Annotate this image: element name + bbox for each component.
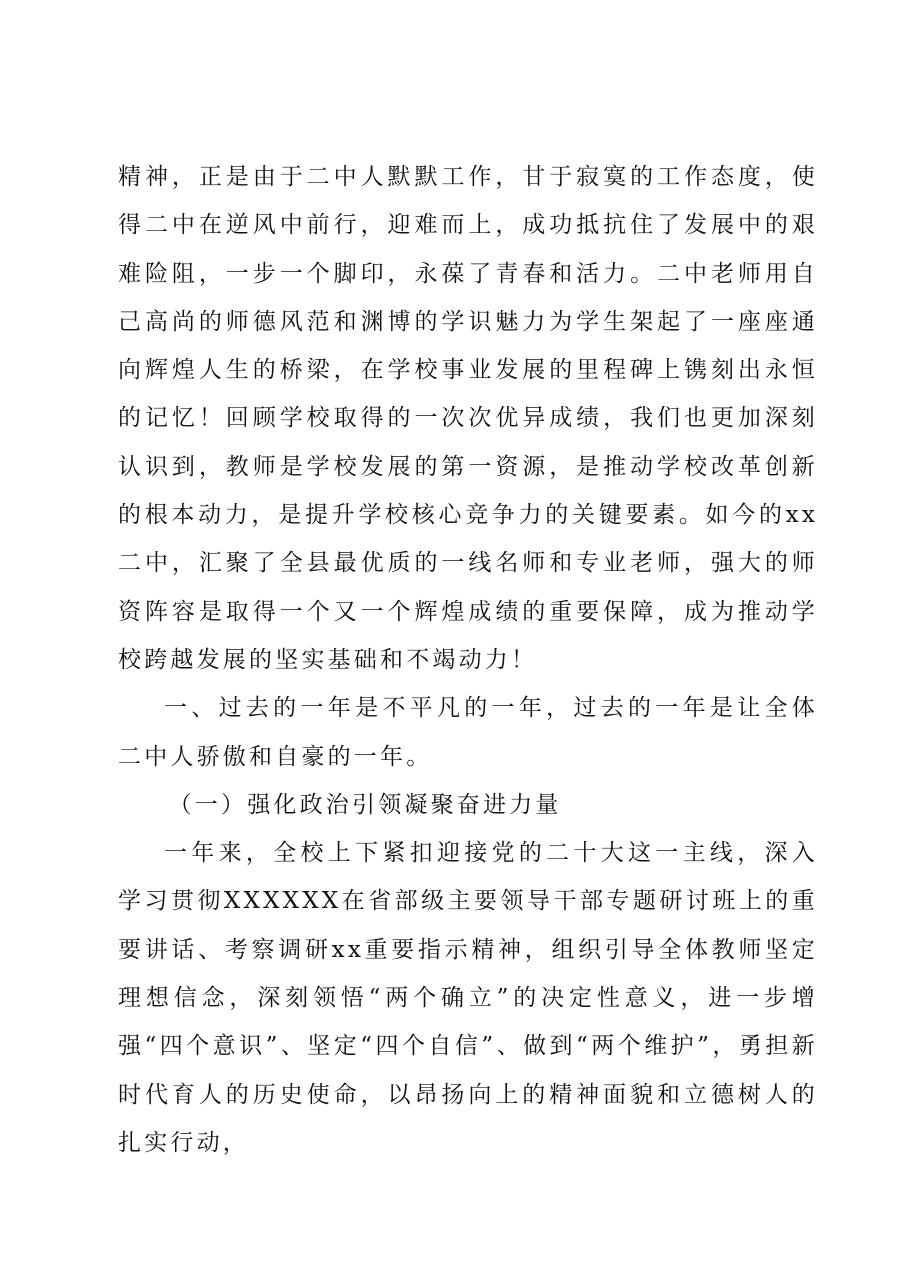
document-body <box>118 153 818 1167</box>
section-heading: 一、过去的一年是不平凡的一年，过去的一年是让全体二中人骄傲和自豪的一年。 <box>118 695 818 770</box>
subsection-heading: （一）强化政治引领凝聚奋进力量 <box>168 791 562 818</box>
body-paragraph-continued: 精神，正是由于二中人默默工作，甘于寂寞的工作态度，使得二中在逆风中前行，迎难而上，成功抵抗住了发展中的艰难险阻，一步一个脚印，永葆了青春和活力。二中老师用自己高尚的师德风范和渊博的学识魅力为学生架起了一座座通向辉煌人生的桥梁，在学校事业发展的里程碑上镌刻出永恒的记忆！回顾学校取得的一次次优异成绩，我们也更加深刻认识到，教师是学校发展的第一资源，是推动学校改革创新的根本动力，是提升学校核心竞争力的关键要素。如今的xx二中，汇聚了全县最优质的一线名师和专业老师，强大的师资阵容是取得一个又一个辉煌成绩的重要保障，成为推动学校跨越发展的坚实基础和不竭动力！ <box>118 164 818 673</box>
body-paragraph: 一年来，全校上下紧扣迎接党的二十大这一主线，深入学习贯彻XXXXXX在省部级主要领导干部专题研讨班上的重要讲话、考察调研xx重要指示精神，组织引导全体教师坚定理想信念，深刻领悟“两个确立”的决定性意义，进一步增强“四个意识”、坚定“四个自信”、做到“两个维护”，勇担新时代育人的历史使命，以昂扬向上的精神面貌和立德树人的扎实行动， <box>118 840 818 1156</box>
